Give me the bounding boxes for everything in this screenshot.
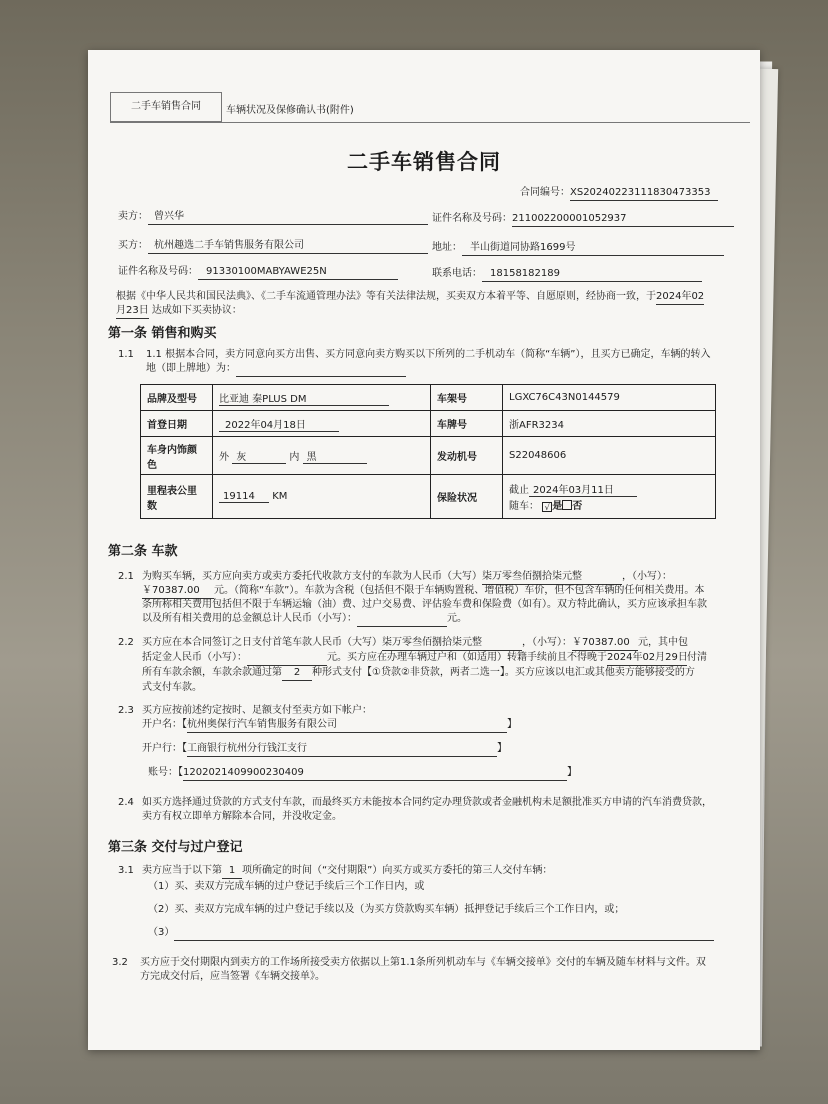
clause-2-2-line2 [142, 651, 707, 666]
buyer-id-value: 91330100MABYAWE25N [198, 265, 398, 280]
preamble-date2: 月23日 [116, 304, 149, 319]
c22-option: 2 [282, 666, 312, 681]
c22-text-h: 种形式支付【①贷款②非贷款，两者二选一】。买方应该以电汇或其他卖方能够接受的方 [312, 667, 695, 678]
buyer-phone-row [432, 267, 702, 282]
buyer-phone-value: 18158182189 [482, 267, 702, 282]
account-no-row [148, 766, 577, 781]
account-no-value: 1202021409900230409 [183, 766, 567, 781]
bracket-close: 】 [567, 767, 577, 778]
table-row [141, 385, 716, 411]
c22-amount: ￥70387.00 [572, 636, 638, 651]
plate-value: 浙AFR3234 [503, 411, 716, 437]
clause-2-1-line2 [142, 584, 704, 599]
clause-2-2-no: 2.2 [118, 637, 134, 648]
color-ext-prefix: 外 [219, 451, 229, 463]
c21-text-b: ，（小写）： [622, 571, 672, 582]
vin-label: 车架号 [431, 385, 503, 411]
c22-text: 买方应在本合同签订之日支付首笔车款人民币（大写） [142, 637, 382, 648]
mileage-value [213, 475, 431, 519]
table-row [141, 411, 716, 437]
brand-label: 品牌及型号 [141, 385, 213, 411]
reg-date-text: 2022年04月18日 [219, 416, 339, 432]
c21-text-c: 元。（简称“车款”）。车款为含税（包括但不限于车辆购置税、增值税）车价，但不包含车辆的任何相关费用。本 [214, 585, 705, 596]
seller-name: 曾兴华 [148, 210, 428, 225]
c22-text-f: 付清 [687, 652, 707, 663]
c22-deposit-blank [247, 651, 327, 666]
c22-date: 2024年02月29日 [607, 651, 687, 666]
clause-3-1-opt3 [148, 926, 714, 941]
section-1-title: 第一条 销售和购买 [108, 326, 217, 341]
yes-label: 是 [552, 501, 563, 512]
buyer-label: 买方： [118, 240, 148, 251]
c31-option: 1 [222, 864, 242, 879]
clause-2-2-line3 [142, 666, 695, 681]
buyer-row [118, 239, 428, 254]
clause-2-2-line4: 式支付车款。 [142, 682, 202, 693]
color-label-1: 车身内饰颜 [147, 444, 197, 456]
mileage-label-2: 数 [147, 500, 157, 512]
clause-3-2-no: 3.2 [112, 957, 128, 968]
plate-location-blank [236, 362, 406, 377]
c22-text-b: ，（小写）： [522, 637, 572, 648]
clause-2-2-line1 [142, 636, 688, 651]
preamble-line1 [116, 290, 704, 305]
color-label [141, 437, 213, 475]
clause-3-2-line1: 买方应于交付期限内到卖方的工作场所接受卖方依据以上第1.1条所列机动车与《车辆交接单》交付的车辆及随车材料与文件。双 [140, 957, 706, 968]
clause-2-3-no: 2.3 [118, 705, 134, 716]
buyer-addr-label: 地址： [432, 242, 462, 253]
preamble-line2 [116, 304, 242, 319]
contract-page [88, 50, 760, 1050]
c21-amount: ￥70387.00 [142, 584, 214, 599]
buyer-addr-row [432, 241, 724, 256]
contract-no [520, 186, 718, 201]
header-annex: 车辆状况及保修确认书(附件) [226, 105, 354, 116]
c21-text: 为购买车辆，买方应向卖方或卖方委托代收款方支付的车款为人民币（大写） [142, 571, 482, 582]
color-value [213, 437, 431, 475]
c22-text-c: 元，其中包 [638, 637, 688, 648]
clause-2-1-line3: 条所称相关费用包括但不限于车辆运输（油）费、过户交易费、评估验车费和保险费（如有）。双方特此确认，买方应该承担车款 [142, 599, 707, 610]
reg-date-label: 首登日期 [141, 411, 213, 437]
seller-label: 卖方： [118, 211, 148, 222]
clause-2-1-no: 2.1 [118, 571, 134, 582]
bracket-close: 】 [497, 743, 507, 754]
c31-text: 卖方应当于以下第 [142, 865, 222, 876]
brand-value-text: 比亚迪 秦PLUS DM [219, 390, 389, 406]
brand-value [213, 385, 431, 411]
seller-row [118, 210, 428, 225]
mileage-number: 19114 [219, 491, 269, 503]
clause-3-1-opt1: （1）买、卖双方完成车辆的过户登记手续后三个工作日内，或 [148, 881, 425, 892]
clause-3-1-no: 3.1 [118, 865, 134, 876]
buyer-id-row [118, 265, 398, 280]
color-int-prefix: 内 [289, 451, 300, 463]
c22-amount-upper: 柒万零叁佰捌拾柒元整 [382, 636, 522, 651]
mileage-unit: KM [272, 490, 288, 502]
account-name-value: 杭州奥保行汽车销售服务有限公司 [187, 718, 507, 733]
buyer-id-label: 证件名称及号码： [118, 266, 198, 277]
seller-id-row [432, 212, 734, 227]
bank-label: 开户行：【 [142, 743, 187, 754]
no-label: 否 [572, 501, 583, 512]
table-row [141, 437, 716, 475]
clause-1-1-line1: 1.1 根据本合同，卖方同意向买方出售、买方同意向卖方购买以下所列的二手机动车（简称“车辆”），且买方已确定，车辆的转入 [146, 349, 711, 360]
mileage-label [141, 475, 213, 519]
clause-2-1-line4 [142, 612, 467, 627]
mileage-label-1: 里程表公里 [147, 485, 197, 497]
insurance-until: 2024年03月11日 [529, 481, 637, 497]
c21-amount-upper: 柒万零叁佰捌拾柒元整 [482, 570, 622, 585]
with-car-label: 随车： [509, 501, 539, 512]
clause-1-1-no: 1.1 [118, 349, 134, 360]
buyer-addr-value: 半山街道同协路1699号 [462, 241, 724, 256]
engine-label: 发动机号 [431, 437, 503, 475]
clause-1-1-text: 地（即上牌地）为： [146, 363, 236, 374]
account-name-row [142, 718, 517, 733]
clause-3-1-opt2: （2）买、卖双方完成车辆的过户登记手续以及（为买方贷款购买车辆）抵押登记手续后三个工作日内，或； [148, 904, 625, 915]
table-row [141, 475, 716, 519]
clause-3-2-line2: 方完成交付后，应当签署《车辆交接单》。 [140, 971, 325, 982]
color-ext-value: 灰 [232, 448, 286, 464]
c22-text-g: 所有车款余额，车款余款通过第 [142, 667, 282, 678]
account-name-label: 开户名：【 [142, 719, 187, 730]
header-tab: 二手车销售合同 [110, 92, 222, 122]
c31-opt3-label: （3） [148, 927, 175, 938]
color-int-value: 黑 [303, 448, 367, 464]
bracket-close: 】 [507, 719, 517, 730]
engine-value: S22048606 [503, 437, 716, 475]
clause-1-1-line2 [146, 362, 406, 377]
clause-2-1-line1 [142, 570, 672, 585]
bank-row [142, 742, 507, 757]
yes-checkbox: √ [542, 502, 552, 512]
clause-2-3-line1: 买方应按前述约定按时、足额支付至卖方如下帐户： [142, 705, 372, 716]
c21-text-d: 以及所有相关费用的总金额总计人民币（小写）： [142, 613, 357, 624]
c21-text-e: 元。 [447, 613, 467, 624]
seller-id-value: 211002200001052937 [512, 212, 734, 227]
plate-label: 车牌号 [431, 411, 503, 437]
insurance-value [503, 475, 716, 519]
account-no-label: 账号：【 [148, 767, 183, 778]
preamble-text: 根据《中华人民共和国民法典》、《二手车流通管理办法》等有关法律法规，买卖双方本着平等、自愿原则，经协商一致，于 [116, 291, 656, 302]
section-2-title: 第二条 车款 [108, 544, 178, 559]
buyer-name: 杭州趣选二手车销售服务有限公司 [148, 239, 428, 254]
buyer-phone-label: 联系电话： [432, 268, 482, 279]
c31-text-b: 项所确定的时间（“交付期限”）向买方或买方委托的第三人交付车辆： [242, 865, 553, 876]
color-label-2: 色 [147, 459, 157, 471]
clause-2-4-line1: 如买方选择通过贷款的方式支付车款，而最终买方未能按本合同约定办理贷款或者金融机构未足额批准买方申请的汽车消费贷款， [142, 797, 712, 808]
header-divider [110, 122, 750, 123]
c31-opt3-blank [174, 926, 714, 941]
clause-2-4-line2: 卖方有权立即单方解除本合同，并没收定金。 [142, 811, 342, 822]
vin-value: LGXC76C43N0144579 [503, 385, 716, 411]
reg-date-value [213, 411, 431, 437]
insurance-until-prefix: 截止 [509, 485, 529, 496]
seller-id-label: 证件名称及号码： [432, 213, 512, 224]
clause-3-1-line1 [142, 864, 552, 879]
bank-value: 工商银行杭州分行钱江支行 [187, 742, 497, 757]
contract-no-label: 合同编号： [520, 187, 570, 198]
insurance-label: 保险状况 [431, 475, 503, 519]
preamble-text2: 达成如下买卖协议： [151, 305, 242, 316]
c22-text-e: 元。买方应在办理车辆过户和（如适用）转籍手续前且不得晚于 [327, 652, 607, 663]
page-title: 二手车销售合同 [347, 150, 501, 174]
section-3-title: 第三条 交付与过户登记 [108, 840, 243, 855]
clause-2-4-no: 2.4 [118, 797, 134, 808]
contract-no-value: XS20240223111830473353 [570, 186, 718, 201]
c22-text-d: 括定金人民币（小写）： [142, 652, 247, 663]
vehicle-info-table [140, 384, 716, 519]
preamble-date: 2024年02 [656, 290, 704, 305]
c21-total-blank [357, 612, 447, 627]
no-checkbox [562, 500, 572, 510]
